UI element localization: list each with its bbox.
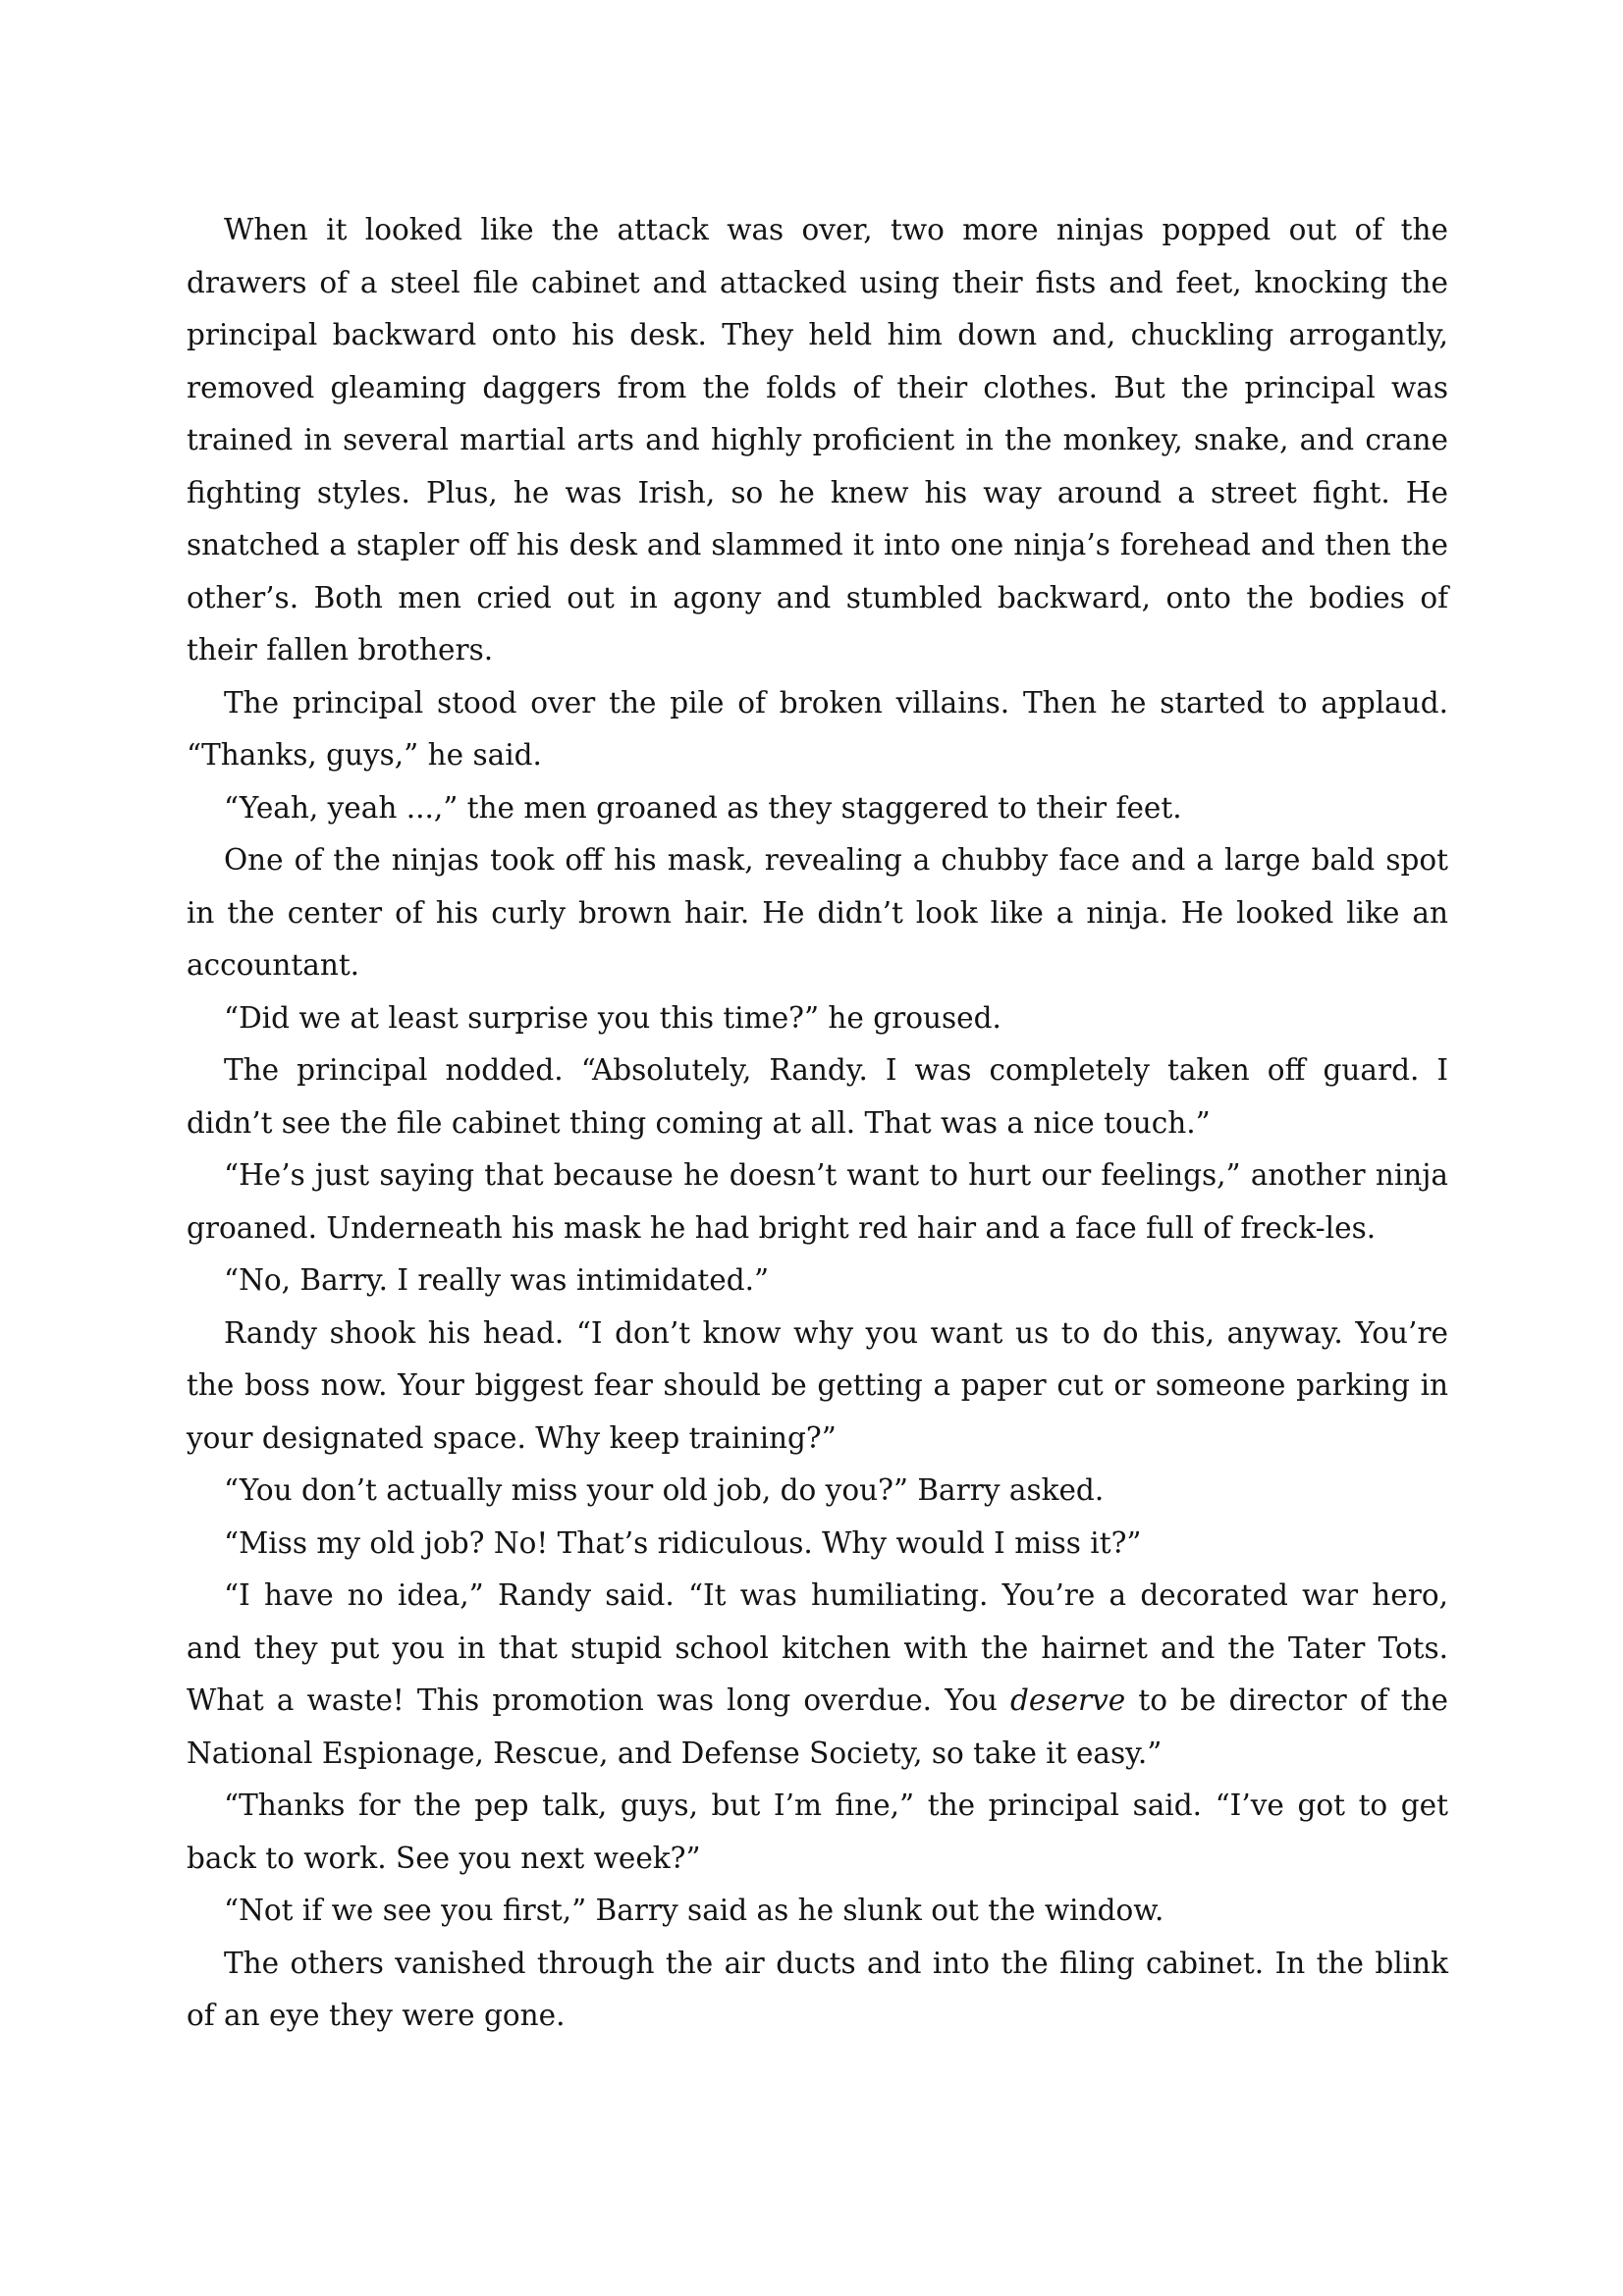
paragraph-3: “Yeah, yeah ...,” the men groaned as they staggered to their feet.: [224, 790, 1182, 825]
paragraph-12-emphasis: deserve: [1010, 1683, 1126, 1717]
paragraph-2: The principal stood over the pile of broken villains. Then he started to applaud. “Thanks, guys,” he said.: [187, 685, 1448, 772]
paragraph-13: “Thanks for the pep talk, guys, but I’m fine,” the principal said. “I’ve got to get back to work. See you next week?”: [187, 1789, 1448, 1875]
paragraph-11: “Miss my old job? No! That’s ridiculous. Why would I miss it?”: [224, 1525, 1142, 1560]
paragraph-12-after: to be director of the National Espionage, Rescue, and Defense Society, so take it easy.”: [187, 1683, 1448, 1770]
body-text: [187, 204, 1448, 2043]
paragraph-15: The others vanished through the air ducts and into the filing cabinet. In the blink of an eye they were gone.: [187, 1946, 1448, 2032]
paragraph-6: The principal nodded. “Absolutely, Randy. I was completely taken off guard. I didn’t see the file cabinet thing coming at all. That was a nice touch.”: [187, 1053, 1448, 1140]
paragraph-7: “He’s just saying that because he doesn’t want to hurt our feelings,” another ninja groaned. Underneath his mask he had bright red hair and a face full of freck-les.: [187, 1158, 1448, 1245]
paragraph-12-before: “I have no idea,” Randy said. “It was humiliating. You’re a decorated war hero, and they put you in that stupid school kitchen with the hairnet and the Tater Tots. What a waste! This promotion was long overdue. You: [187, 1578, 1448, 1717]
paragraph-9: Randy shook his head. “I don’t know why you want us to do this, anyway. You’re the boss now. Your biggest fear should be getting a paper cut or someone parking in your designated space. Why keep training?”: [187, 1315, 1448, 1455]
paragraph-12: [187, 1570, 1448, 1780]
paragraph-4: One of the ninjas took off his mask, revealing a chubby face and a large bald spot in the center of his curly brown hair. He didn’t look like a ninja. He looked like an accountant.: [187, 843, 1448, 982]
paragraph-1: When it looked like the attack was over, two more ninjas popped out of the drawers of a steel file cabinet and attacked using their fists and feet, knocking the principal backward onto his desk. They held him down and, chuckling arrogantly, removed gleaming daggers from the folds of their clothes. But the principal was trained in several martial arts and highly proficient in the monkey, snake, and crane fighting styles. Plus, he was Irish, so he knew his way around a street fight. He snatched a stapler off his desk and slammed it into one ninja’s forehead and then the other’s. Both men cried out in agony and stumbled backward, onto the bodies of their fallen brothers.: [187, 213, 1448, 667]
paragraph-8: “No, Barry. I really was intimidated.”: [224, 1263, 770, 1297]
paragraph-5: “Did we at least surprise you this time?” he groused.: [224, 1000, 1001, 1035]
paragraph-14: “Not if we see you first,” Barry said as he slunk out the window.: [224, 1894, 1164, 1927]
paragraph-10: “You don’t actually miss your old job, do you?” Barry asked.: [224, 1473, 1105, 1507]
